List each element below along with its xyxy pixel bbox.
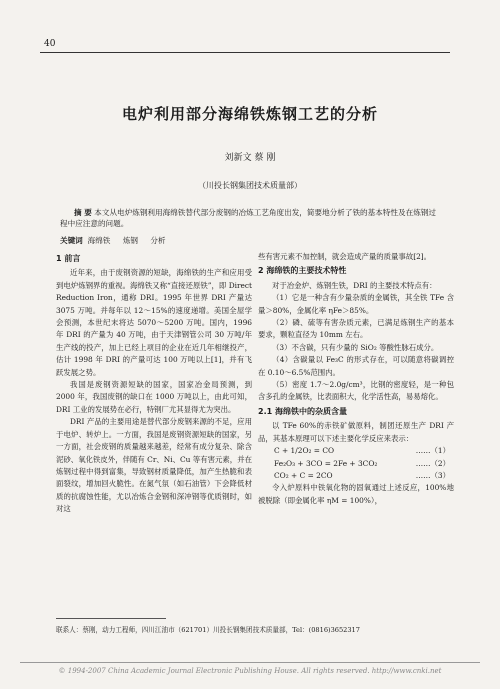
page-number: 40 xyxy=(44,39,56,49)
equation-text: CO₂ + C = 2CO xyxy=(274,470,333,480)
abstract-text: 本文从电炉炼钢利用海绵铁替代部分废钢的冶炼工艺角度出发，简要地分析了铁的基本特性及在炼钢过程中应注意的问题。 xyxy=(60,208,436,228)
bottom-rule xyxy=(20,662,480,663)
left-column xyxy=(56,251,252,516)
equation-text: C + 1/2O₂ = CO xyxy=(274,446,335,456)
equation-number: ……（2） xyxy=(415,458,450,468)
equation-text: Fe₂O₃ + 3CO = 2Fe + 3CO₂ xyxy=(274,458,378,468)
equation xyxy=(258,458,454,470)
list-item: （3）不含碳，只有少量的 SiO₂ 等酸性脉石成分。 xyxy=(272,342,439,352)
section-heading: 2 海绵铁的主要技术特性 xyxy=(258,266,347,276)
header-rule xyxy=(40,52,450,53)
list-item: （4）含碳量以 Fe₃C 的形式存在，可以随意将碳调控在 0.10～6.5%范围内。 xyxy=(258,355,454,377)
keywords xyxy=(60,235,176,246)
footnote: 联系人：蔡刚，动力工程师，四川江油市（621701）川投长钢集团技术质量部，Tel：(0816)3652317 xyxy=(56,626,360,634)
paragraph: 近年来，由于废钢资源的短缺，海绵铁的生产和应用受到电炉炼钢界的重视。海绵铁又称“直接还原铁”，即 Direct Reduction Iron，通称 DRI。1995 年世界 DRI 产量达 3075 万吨。并每年以 12～15%的速度递增。美国全屋学会预测，本世纪末将达 5070～5200 万吨。国内，1996 年 DRI 的产量为 40 万吨，由于天津钢管公司 30 万吨/年生产线的投产，加上已经上项目的企业在近几年相继投产，估计 1998 年 DRI 的产量可达 100 万吨以上[1]，并有飞跃发展之势。 xyxy=(56,268,252,377)
paragraph: 对于冶金炉、炼钢生铁，DRI 的主要技术特点有： xyxy=(272,280,437,290)
list-item: （1）它是一种含有少量杂质的金属铁，其全铁 TFe 含量＞80%，金属化率 ηFe＞85%。 xyxy=(258,293,454,315)
paragraph: DRI 产品的主要用途是替代部分废钢来源的不足，应用于电炉、转炉上。一方面，我国是废钢资源短缺的国家，另一方面，社会废钢的质量越来越差，经常有成分复杂、除含泥砂、氧化铁皮外，伴随有 Cr、Ni、Cu 等有害元素，并在炼钢过程中得到富集，导致钢材质量降低，加产生热脆和表面裂纹，增加回火脆性。在氮气氛（如石油管）下会降低材质的抗腐蚀性能，尤以冶炼合金钢和深冲钢等优质钢时，如对这 xyxy=(56,417,252,514)
list-item: （2）磷、硫等有害杂质元素，已满足炼钢生产的基本要求，颗粒直径为 10mm 左右。 xyxy=(258,318,454,340)
keyword: 分析 xyxy=(150,236,166,245)
list-item: （5）密度 1.7～2.0g/cm³，比钢的密度轻，是一种包含多孔的金属铁，比表面积大，化学活性高，易易熔化。 xyxy=(258,380,454,402)
paragraph: 以 TFe 60%的赤铁矿做原料，制团还原生产 DRI 产品，其基本原理可以下述主要化学反应来表示： xyxy=(258,421,454,443)
right-column xyxy=(258,251,454,507)
section-heading: 1 前言 xyxy=(56,254,81,263)
paragraph: 令入炉原料中铁氧化物的固氧通过上述反应，100%地被脱除（即金属化率 ηM = 100%）， xyxy=(258,483,454,505)
abstract xyxy=(60,207,440,229)
equation-number: ……（1） xyxy=(415,446,450,456)
affiliation: （川投长钢集团技术质量部） xyxy=(198,181,302,190)
keyword: 海绵铁 xyxy=(87,236,111,245)
keywords-label: 关键词 xyxy=(60,236,83,245)
equation xyxy=(258,445,454,457)
authors: 刘新文 蔡 刚 xyxy=(224,153,276,163)
keyword: 炼钢 xyxy=(122,236,138,245)
abstract-label: 摘 要 xyxy=(74,208,92,217)
subsection-heading: 2.1 海绵铁中的杂质含量 xyxy=(258,406,347,416)
copyright-notice: © 1994-2007 China Academic Journal Electronic Publishing House. All rights reserved. http://www.cnki.net xyxy=(58,667,442,675)
footnote-rule xyxy=(56,618,166,619)
article-title: 电炉利用部分海绵铁炼钢工艺的分析 xyxy=(121,105,378,123)
equation xyxy=(258,470,454,482)
equation-number: ……（3） xyxy=(415,470,450,480)
paragraph: 我国是废钢资源短缺的国家，国家冶金局预测，到 2000 年，我国废钢的缺口在 1000 万吨以上，由此可知，DRI 工业的发展势在必行，特钢厂尤其显得尤为突出。 xyxy=(56,380,252,414)
paragraph: 些有害元素不加控制，就会造成产量的质量事故[2]。 xyxy=(258,252,432,261)
